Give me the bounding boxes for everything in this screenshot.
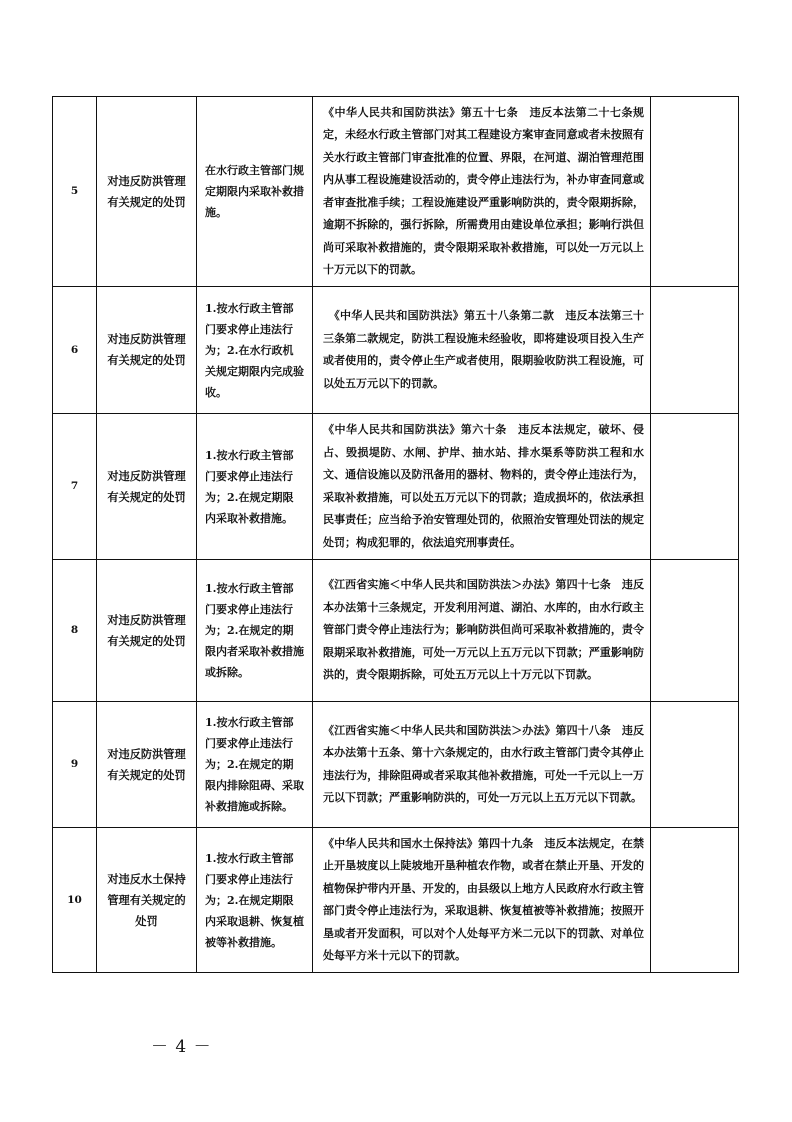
corrective-measure: 1.按水行政主管部门要求停止违法行为；2.在规定期限内采取补救措施。 <box>197 414 313 560</box>
row-number: 7 <box>53 414 97 560</box>
table-row <box>53 560 739 702</box>
legal-basis: 《中华人民共和国水土保持法》第四十九条 违反本法规定，在禁止开垦坡度以上陡坡地开垦种植农作物，或者在禁止开垦、开发的植物保护带内开垦、开发的，由县级以上地方人民政府水行政主管部门责令停止违法行为，采取退耕、恢复植被等补救措施；按照开垦或者开发面积，可以对个人处每平方米二元以下的罚款、对单位处每平方米十元以下的罚款。 <box>313 828 651 973</box>
row-number: 9 <box>53 702 97 828</box>
penalty-item: 对违反水土保持管理有关规定的处罚 <box>97 828 197 973</box>
legal-basis: 《中华人民共和国防洪法》第五十八条第二款 违反本法第三十三条第二款规定，防洪工程设施未经验收，即将建设项目投入生产或者使用的，责令停止生产或者使用，限期验收防洪工程设施，可以处五万元以下的罚款。 <box>313 287 651 414</box>
table-row <box>53 414 739 560</box>
corrective-measure: 1.按水行政主管部门要求停止违法行为；2.在规定期限内采取退耕、恢复植被等补救措施。 <box>197 828 313 973</box>
row-number: 5 <box>53 97 97 287</box>
blank-cell <box>651 828 739 973</box>
blank-cell <box>651 97 739 287</box>
penalty-item: 对违反防洪管理有关规定的处罚 <box>97 97 197 287</box>
penalty-item: 对违反防洪管理有关规定的处罚 <box>97 702 197 828</box>
corrective-measure: 在水行政主管部门规定期限内采取补救措施。 <box>197 97 313 287</box>
penalty-item: 对违反防洪管理有关规定的处罚 <box>97 287 197 414</box>
row-number: 6 <box>53 287 97 414</box>
table-row <box>53 97 739 287</box>
corrective-measure: 1.按水行政主管部门要求停止违法行为；2.在水行政机关规定期限内完成验收。 <box>197 287 313 414</box>
row-number: 8 <box>53 560 97 702</box>
table-row <box>53 287 739 414</box>
table-row <box>53 828 739 973</box>
penalty-table <box>52 96 739 973</box>
corrective-measure: 1.按水行政主管部门要求停止违法行为；2.在规定的期限内者采取补救措施或拆除。 <box>197 560 313 702</box>
row-number: 10 <box>53 828 97 973</box>
legal-basis: 《中华人民共和国防洪法》第六十条 违反本法规定，破坏、侵占、毁损堤防、水闸、护岸、抽水站、排水渠系等防洪工程和水文、通信设施以及防汛备用的器材、物料的，责令停止违法行为，采取补救措施，可以处五万元以下的罚款；造成损坏的，依法承担民事责任；应当给予治安管理处罚的，依照治安管理处罚法的规定处罚；构成犯罪的，依法追究刑事责任。 <box>313 414 651 560</box>
legal-basis: 《中华人民共和国防洪法》第五十七条 违反本法第二十七条规定，未经水行政主管部门对其工程建设方案审查同意或者未按照有关水行政主管部门审查批准的位置、界限，在河道、湖泊管理范围内从事工程设施建设活动的，责令停止违法行为，补办审查同意或者审查批准手续；工程设施建设严重影响防洪的，责令限期拆除，逾期不拆除的，强行拆除，所需费用由建设单位承担；影响行洪但尚可采取补救措施的，责令限期采取补救措施，可以处一万元以上十万元以下的罚款。 <box>313 97 651 287</box>
blank-cell <box>651 287 739 414</box>
corrective-measure: 1.按水行政主管部门要求停止违法行为；2.在规定的期限内排除阻碍、采取补救措施或拆除。 <box>197 702 313 828</box>
penalty-item: 对违反防洪管理有关规定的处罚 <box>97 414 197 560</box>
blank-cell <box>651 560 739 702</box>
blank-cell <box>651 414 739 560</box>
table-row <box>53 702 739 828</box>
penalty-item: 对违反防洪管理有关规定的处罚 <box>97 560 197 702</box>
legal-basis: 《江西省实施＜中华人民共和国防洪法＞办法》第四十八条 违反本办法第十五条、第十六条规定的，由水行政主管部门责令其停止违法行为，排除阻碍或者采取其他补救措施，可处一千元以上一万元以下罚款；严重影响防洪的，可处一万元以上五万元以下罚款。 <box>313 702 651 828</box>
blank-cell <box>651 702 739 828</box>
legal-basis: 《江西省实施＜中华人民共和国防洪法＞办法》第四十七条 违反本办法第十三条规定，开发利用河道、湖泊、水库的，由水行政主管部门责令停止违法行为；影响防洪但尚可采取补救措施的，责令限期采取补救措施，可处一万元以上五万元以下罚款；严重影响防洪的，责令限期拆除，可处五万元以上十万元以下罚款。 <box>313 560 651 702</box>
page-number: － 4 － <box>151 1037 212 1057</box>
